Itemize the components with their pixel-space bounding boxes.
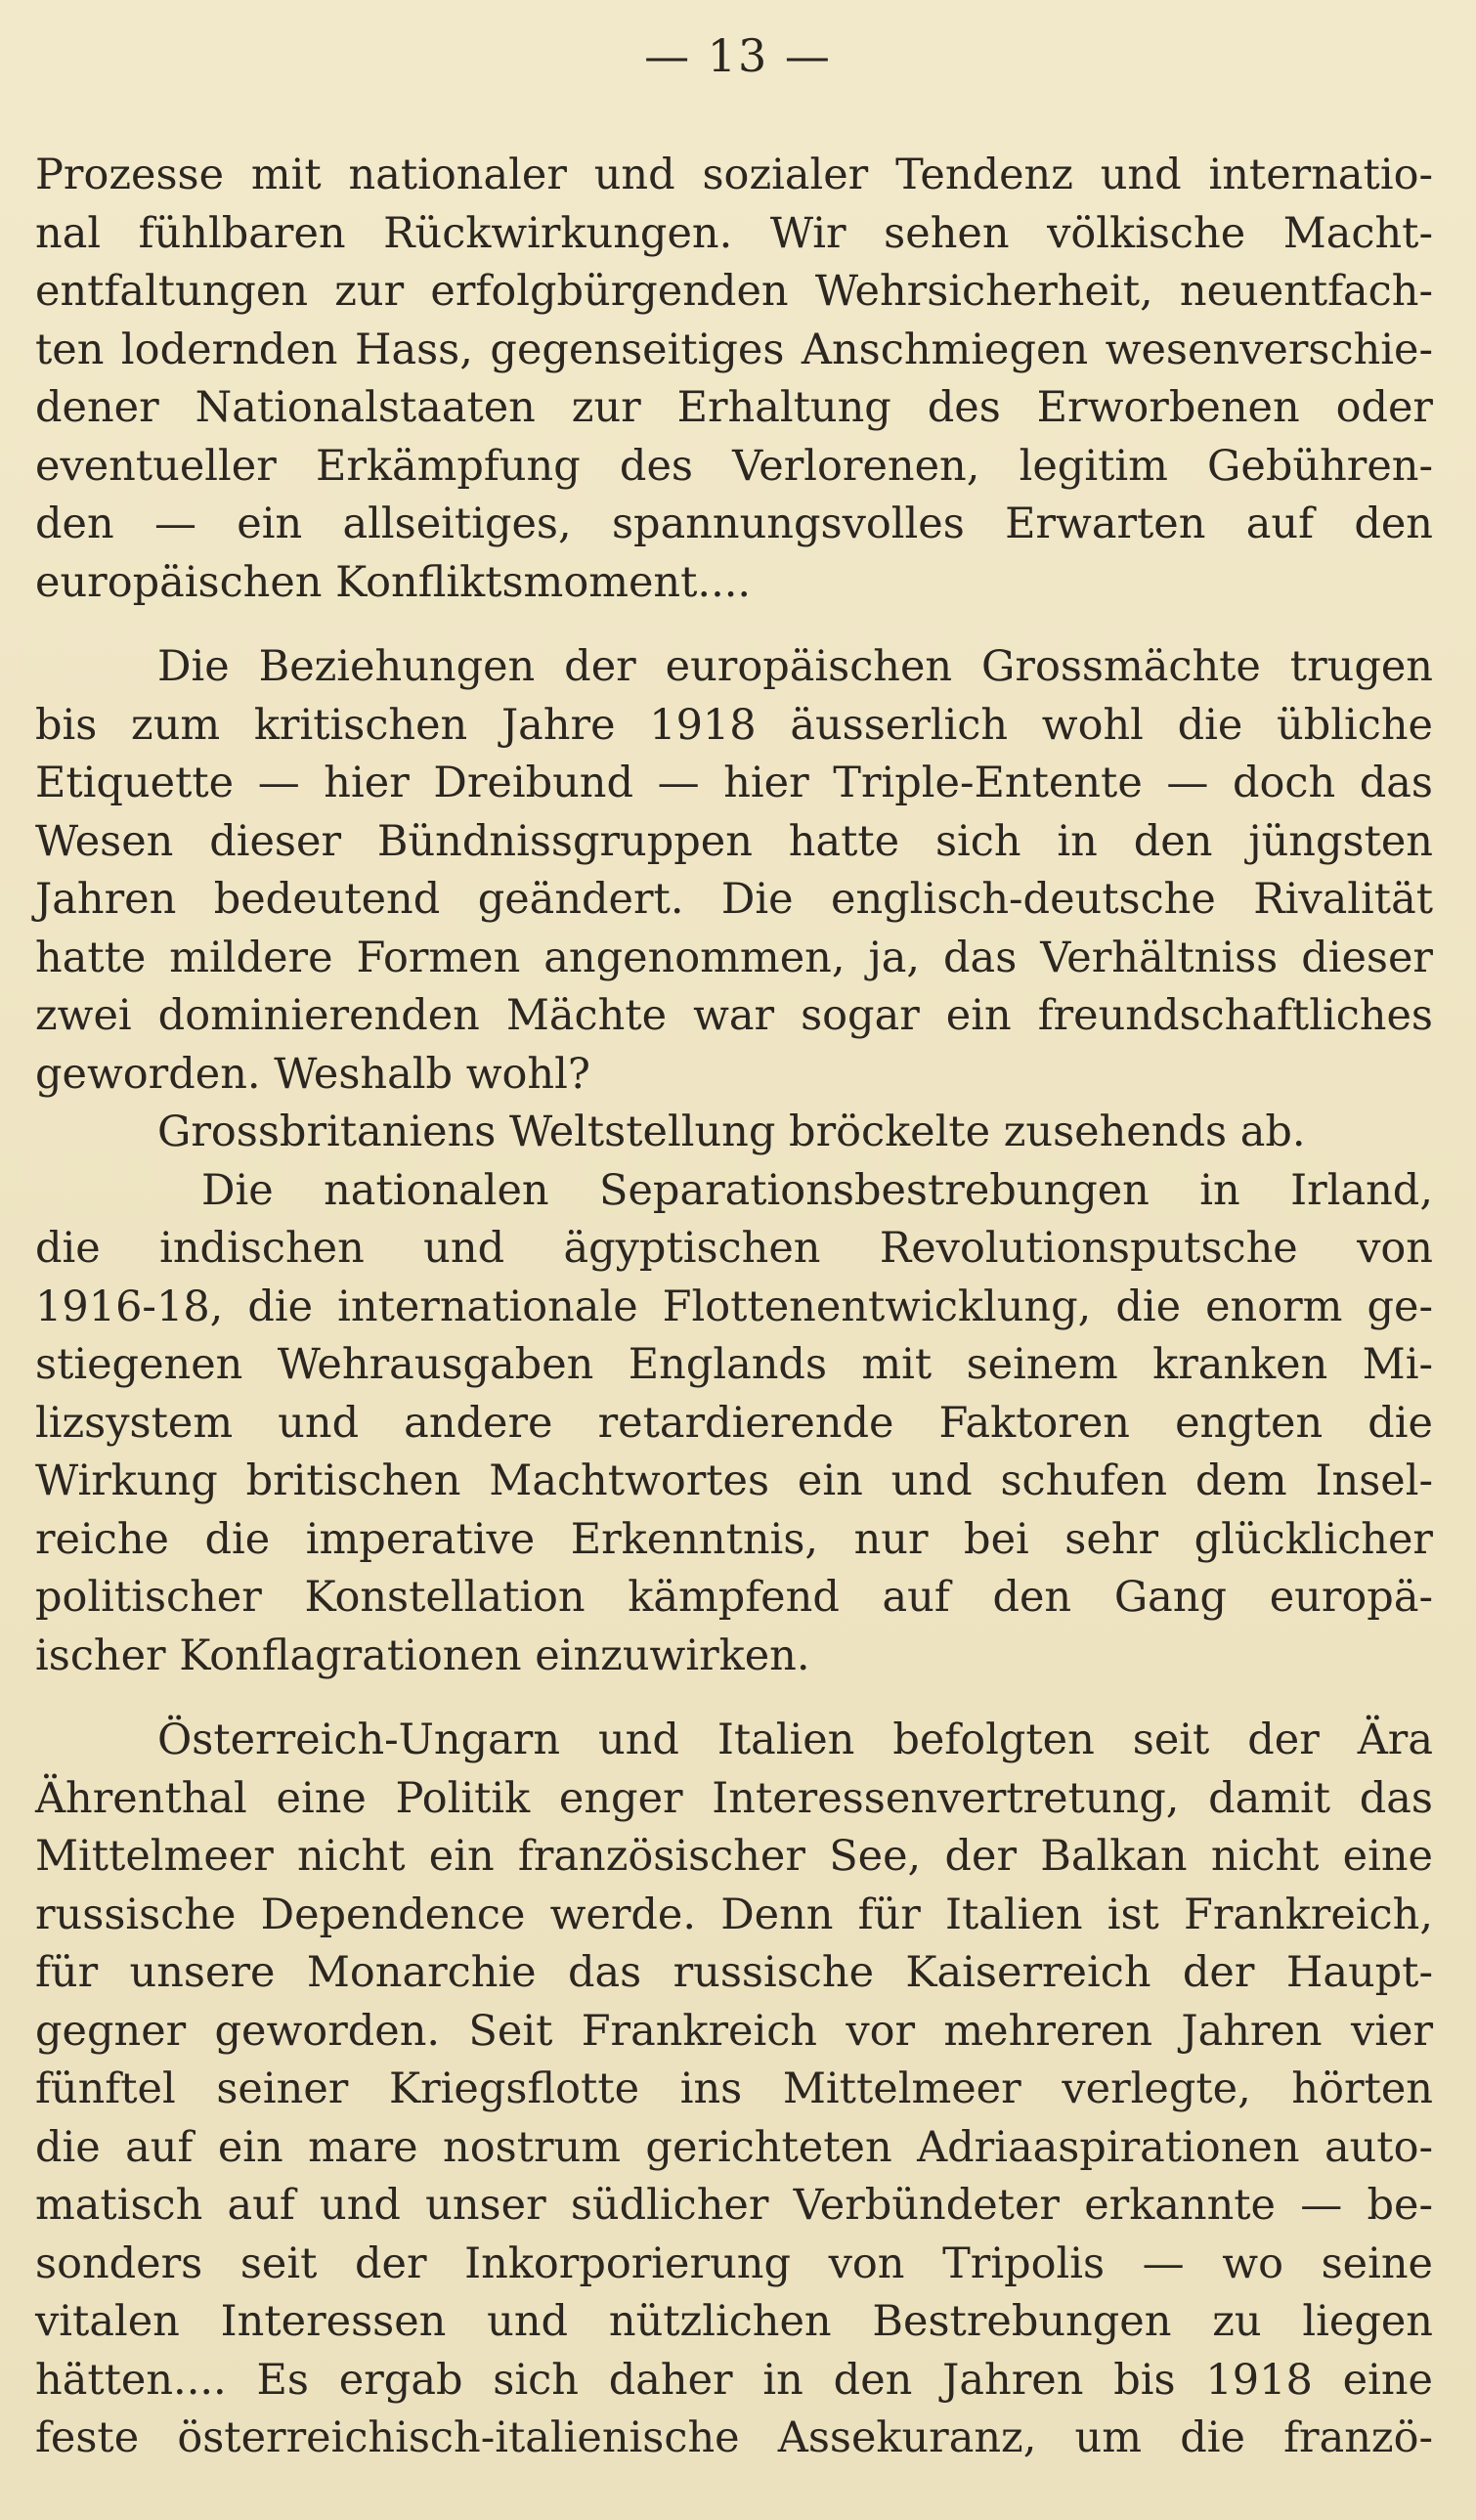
- page-number: — 13 —: [644, 29, 832, 82]
- text-line: bis zum kritischen Jahre 1918 äusserlich wohl die übliche: [35, 700, 1433, 750]
- body-text: [35, 147, 1433, 2468]
- paragraph-5: [35, 1712, 1433, 2468]
- paragraph-2: [35, 638, 1433, 1104]
- text-line: Die Beziehungen der europäischen Grossmächte trugen: [157, 642, 1433, 691]
- paragraph-3: [35, 1104, 1433, 1162]
- text-line: hätten.... Es ergab sich daher in den Jahren bis 1918 eine: [35, 2355, 1433, 2405]
- text-line: für unsere Monarchie das russische Kaiserreich der Haupt-: [35, 1948, 1433, 1997]
- text-line: Ährenthal eine Politik enger Interessenvertretung, damit das: [35, 1773, 1433, 1823]
- text-line: die indischen und ägyptischen Revolutionsputsche von: [35, 1224, 1433, 1273]
- text-line: vitalen Interessen und nützlichen Bestrebungen zu liegen: [35, 2297, 1433, 2346]
- text-line: nal fühlbaren Rückwirkungen. Wir sehen völkische Macht-: [35, 208, 1433, 258]
- text-line: Prozesse mit nationaler und sozialer Tendenz und internatio-: [35, 151, 1433, 199]
- text-line: hatte mildere Formen angenommen, ja, das Verhältniss dieser: [35, 933, 1433, 982]
- text-line: Grossbritaniens Weltstellung bröckelte zusehends ab.: [157, 1108, 1306, 1156]
- text-line: Mittelmeer nicht ein französischer See, der Balkan nicht eine: [35, 1832, 1433, 1881]
- text-line: ten lodernden Hass, gegenseitiges Anschmiegen wesenverschie-: [35, 325, 1433, 374]
- paragraph-1: [35, 147, 1433, 612]
- text-line: matisch auf und unser südlicher Verbündeter erkannte — be-: [35, 2181, 1433, 2230]
- text-line: Österreich-Ungarn und Italien befolgten seit der Ära: [157, 1716, 1433, 1764]
- text-line: lizsystem und andere retardierende Faktoren engten die: [35, 1398, 1433, 1448]
- text-line: russische Dependence werde. Denn für Italien ist Frankreich,: [35, 1890, 1433, 1939]
- text-line: zwei dominierenden Mächte war sogar ein freundschaftliches: [35, 991, 1433, 1040]
- text-line: reiche die imperative Erkenntnis, nur bei sehr glücklicher: [35, 1514, 1433, 1564]
- text-line: Jahren bedeutend geändert. Die englisch-deutsche Rivalität: [35, 875, 1433, 924]
- text-line: Etiquette — hier Dreibund — hier Triple-Entente — doch das: [35, 759, 1433, 807]
- text-line: Wirkung britischen Machtwortes ein und schufen dem Insel-: [35, 1456, 1433, 1505]
- text-line: politischer Konstellation kämpfend auf den Gang europä-: [35, 1573, 1433, 1622]
- text-line: eventueller Erkämpfung des Verlorenen, legitim Gebühren-: [35, 441, 1433, 491]
- text-line: ischer Konflagrationen einzuwirken.: [35, 1630, 810, 1680]
- text-line: die auf ein mare nostrum gerichteten Adriaaspirationen auto-: [35, 2122, 1433, 2172]
- text-line: europäischen Konfliktsmoment....: [35, 557, 752, 607]
- text-line: den — ein allseitiges, spannungsvolles Erwarten auf den: [35, 500, 1433, 548]
- text-line: sonders seit der Inkorporierung von Tripolis — wo seine: [35, 2238, 1433, 2288]
- text-line: Wesen dieser Bündnissgruppen hatte sich in den jüngsten: [35, 816, 1433, 866]
- text-line: feste österreichisch-italienische Assekuranz, um die franzö-: [35, 2413, 1433, 2462]
- paragraph-4: [35, 1162, 1433, 1686]
- text-line: stiegenen Wehrausgaben Englands mit seinem kranken Mi-: [35, 1340, 1433, 1389]
- text-line: gegner geworden. Seit Frankreich vor mehreren Jahren vier: [35, 2006, 1433, 2056]
- text-line: Die nationalen Separationsbestrebungen in Irland,: [201, 1165, 1433, 1215]
- text-line: fünftel seiner Kriegsflotte ins Mittelmeer verlegte, hörten: [35, 2064, 1433, 2113]
- text-line: geworden. Weshalb wohl?: [35, 1049, 590, 1099]
- text-line: dener Nationalstaaten zur Erhaltung des Erworbenen oder: [35, 383, 1433, 432]
- text-line: entfaltungen zur erfolgbürgenden Wehrsicherheit, neuentfach-: [35, 267, 1433, 316]
- text-line: 1916-18, die internationale Flottenentwicklung, die enorm ge-: [35, 1282, 1433, 1331]
